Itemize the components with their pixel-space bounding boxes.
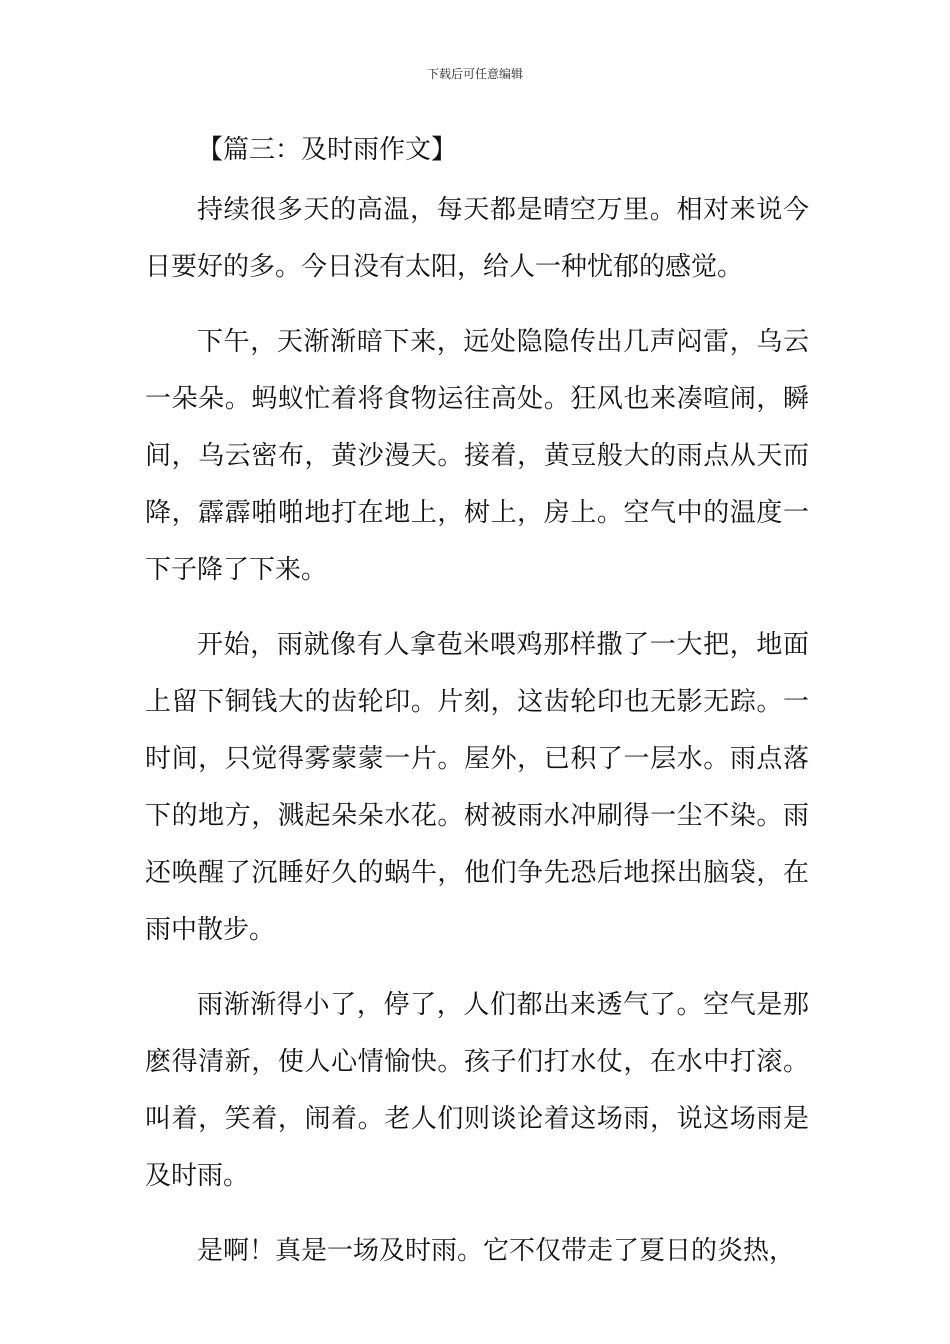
document-heading: 【篇三：及时雨作文】 [197, 135, 458, 165]
paragraph-3: 开始，雨就像有人拿苞米喂鸡那样撒了一大把，地面上留下铜钱大的齿轮印。片刻，这齿轮印也无影无踪。一时间，只觉得雾蒙蒙一片。屋外，已积了一层水。雨点落下的地方，溅起朵朵水花。树被雨水冲刷得一尘不染。雨还唤醒了沉睡好久的蜗牛，他们争先恐后地探出脑袋，在雨中散步。 [145, 630, 809, 945]
document-body [145, 130, 809, 1280]
paragraph-2: 下午，天渐渐暗下来，远处隐隐传出几声闷雷，乌云一朵朵。蚂蚁忙着将食物运往高处。狂风也来凑喧闹，瞬间，乌云密布，黄沙漫天。接着，黄豆般大的雨点从天而降，霹霹啪啪地打在地上，树上，房上。空气中的温度一下子降了下来。 [145, 327, 809, 585]
paragraph-4: 雨渐渐得小了，停了，人们都出来透气了。空气是那麽得清新，使人心情愉快。孩子们打水仗，在水中打滚。叫着，笑着，闹着。老人们则谈论着这场雨，说这场雨是及时雨。 [145, 990, 809, 1191]
paragraph-5: 是啊！真是一场及时雨。它不仅带走了夏日的炎热， [197, 1236, 796, 1266]
paragraph-1: 持续很多天的高温，每天都是晴空万里。相对来说今日要好的多。今日没有太阳，给人一种忧郁的感觉。 [145, 195, 809, 282]
page-header-note: 下载后可任意编辑 [426, 67, 523, 81]
